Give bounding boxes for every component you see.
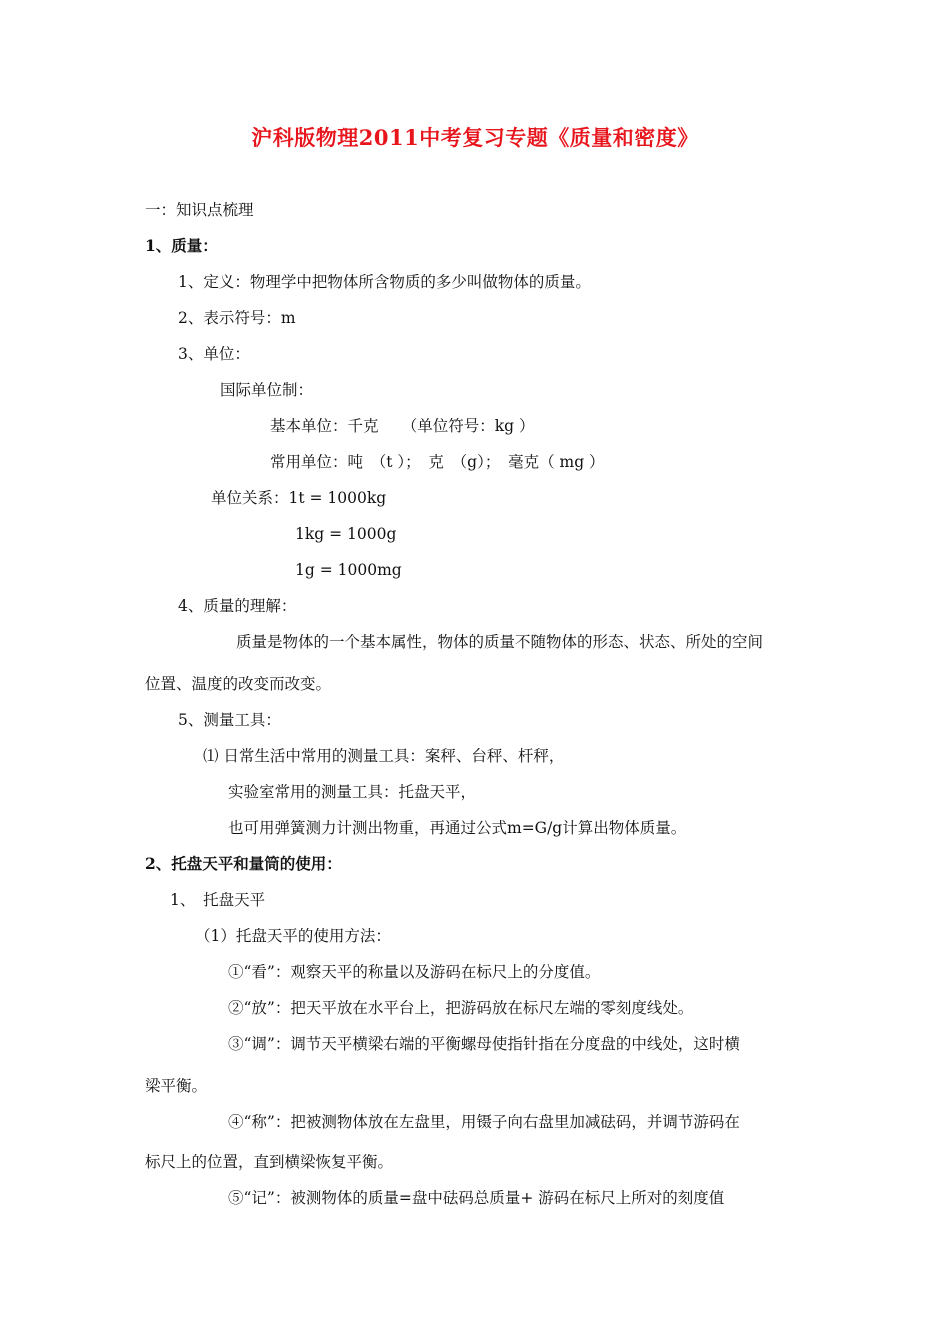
item-balance: 1、 托盘天平 [170,891,266,909]
heading-mass: 1、质量： [145,236,218,255]
unit-system-label: 国际单位制： [220,381,314,399]
step-look: ①“看”：观察天平的称量以及游码在标尺上的分度值。 [228,963,601,981]
tools-spring-scale: 也可用弹簧测力计测出物重，再通过公式m=G/g计算出物体质量。 [228,819,687,837]
base-unit-line: 基本单位：千克 （单位符号：kg ） [270,417,535,435]
unit-relation-line-1: 单位关系：1t = 1000kg [211,489,387,507]
item-unit: 3、单位： [178,345,250,363]
tools-daily-life: ⑴ 日常生活中常用的测量工具：案秤、台秤、杆秤， [203,747,565,765]
item-definition: 1、定义：物理学中把物体所含物质的多少叫做物体的质量。 [178,273,591,291]
item-understanding: 4、质量的理解： [178,597,297,615]
document-title: 沪科版物理2011中考复习专题《质量和密度》 [251,125,699,150]
section-heading-knowledge: 一：知识点梳理 [145,201,254,219]
understanding-paragraph-line-2: 位置、温度的改变而改变。 [145,675,332,693]
step-adjust-line-2: 梁平衡。 [145,1077,208,1095]
tools-laboratory: 实验室常用的测量工具：托盘天平， [228,783,477,801]
heading-balance-cylinder: 2、托盘天平和量筒的使用： [145,854,342,873]
understanding-paragraph-line-1: 质量是物体的一个基本属性，物体的质量不随物体的形态、状态、所处的空间 [236,633,764,651]
item-tools: 5、测量工具： [178,711,281,729]
unit-relation-line-2: 1kg = 1000g [295,525,397,543]
step-place: ②“放”：把天平放在水平台上，把游码放在标尺左端的零刻度线处。 [228,999,694,1017]
unit-relation-line-3: 1g = 1000mg [295,561,402,579]
common-units-line: 常用单位：吨 （t ）； 克 （g）； 毫克（ mg ） [270,453,605,471]
step-record: ⑤“记”：被测物体的质量=盘中砝码总质量+ 游码在标尺上所对的刻度值 [228,1189,725,1207]
balance-method-heading: （1）托盘天平的使用方法： [195,927,391,945]
item-symbol: 2、表示符号：m [178,309,296,327]
step-weigh-line-2: 标尺上的位置，直到横梁恢复平衡。 [145,1153,394,1171]
step-adjust-line-1: ③“调”：调节天平横梁右端的平衡螺母使指针指在分度盘的中线处，这时横 [228,1035,740,1053]
step-weigh-line-1: ④“称”：把被测物体放在左盘里，用镊子向右盘里加减砝码，并调节游码在 [228,1113,740,1131]
